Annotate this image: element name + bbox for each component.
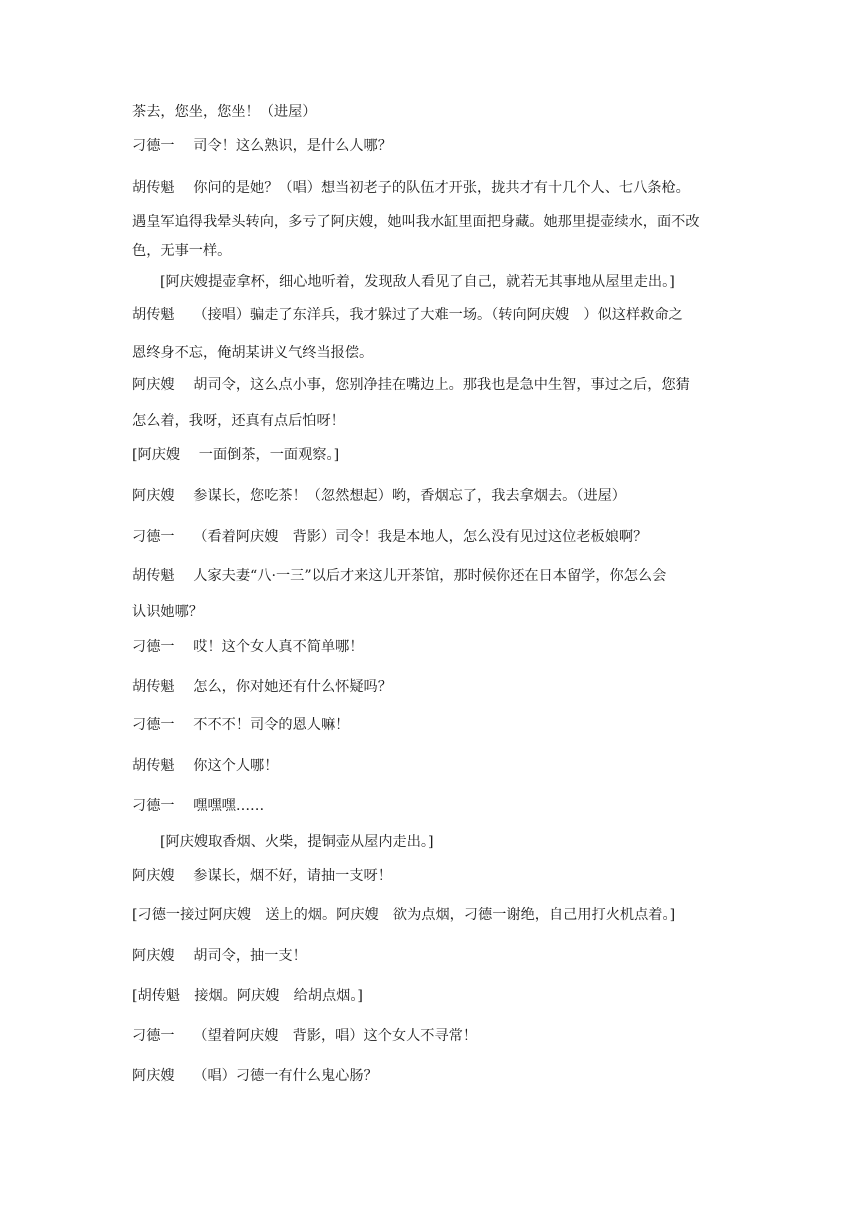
stage-direction: [胡传魁 接烟。阿庆嫂 给胡点烟。] <box>132 988 363 1004</box>
text-line: 茶去，您坐，您坐！（进屋） <box>132 104 317 120</box>
stage-direction: [刁德一接过阿庆嫂 送上的烟。阿庆嫂 欲为点烟，刁德一谢绝，自己用打火机点着。] <box>132 907 676 923</box>
stage-direction: [阿庆嫂取香烟、火柴，提铜壶从屋内走出。] <box>160 834 434 850</box>
text-line: 遇皇军追得我晕头转向，多亏了阿庆嫂，她叫我水缸里面把身藏。她那里提壶续水，面不改 <box>132 214 700 230</box>
stage-direction: [阿庆嫂 一面倒茶，一面观察。] <box>132 447 340 463</box>
text-line: 胡传魁 你这个人哪！ <box>132 758 279 774</box>
text-line: 阿庆嫂 （唱）刁德一有什么鬼心肠？ <box>132 1068 378 1084</box>
text-line: 恩终身不忘，俺胡某讲义气终当报偿。 <box>132 345 374 361</box>
text-line: 认识她哪？ <box>132 604 203 620</box>
text-line: 色，无事一样。 <box>132 243 232 259</box>
text-line: 胡传魁 （接唱）骗走了东洋兵，我才躲过了大难一场。（转向阿庆嫂 ）似这样救命之 <box>132 307 683 323</box>
text-line: 刁德一 司令！这么熟识，是什么人哪？ <box>132 138 392 154</box>
text-line: 胡传魁 你问的是她？（唱）想当初老子的队伍才开张，拢共才有十几个人、七八条枪。 <box>132 180 690 196</box>
text-line: 阿庆嫂 胡司令，这么点小事，您别净挂在嘴边上。那我也是急中生智，事过之后，您猜 <box>132 377 690 393</box>
text-line: 刁德一 （望着阿庆嫂 背影，唱）这个女人不寻常！ <box>132 1028 478 1044</box>
stage-direction: [阿庆嫂提壶拿杯，细心地听着，发现敌人看见了自己，就若无其事地从屋里走出。] <box>160 274 675 290</box>
text-line: 胡传魁 人家夫妻“八·一三”以后才来这儿开茶馆，那时候你还在日本留学，你怎么会 <box>132 568 667 584</box>
text-line: 刁德一 嘿嘿嘿…… <box>132 798 265 814</box>
text-line: 刁德一 不不不！司令的恩人嘛！ <box>132 717 350 733</box>
text-line: 刁德一 （看着阿庆嫂 背影）司令！我是本地人，怎么没有见过这位老板娘啊？ <box>132 529 648 545</box>
text-line: 阿庆嫂 胡司令，抽一支！ <box>132 948 307 964</box>
text-line: 刁德一 哎！这个女人真不简单哪！ <box>132 639 364 655</box>
text-line: 胡传魁 怎么，你对她还有什么怀疑吗？ <box>132 679 392 695</box>
text-line: 怎么着，我呀，还真有点后怕呀！ <box>132 413 345 429</box>
text-line: 阿庆嫂 参谋长，烟不好，请抽一支呀！ <box>132 868 392 884</box>
text-line: 阿庆嫂 参谋长，您吃茶！（忽然想起）哟，香烟忘了，我去拿烟去。（进屋） <box>132 488 626 504</box>
